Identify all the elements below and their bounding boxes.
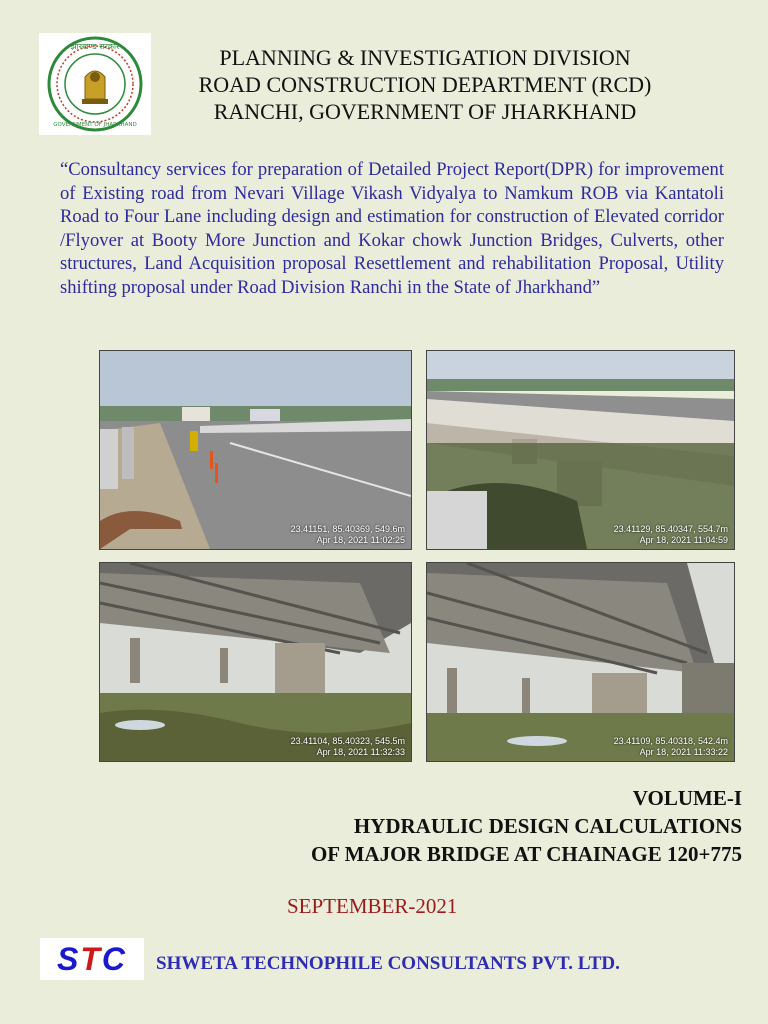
volume-chainage: OF MAJOR BRIDGE AT CHAINAGE 120+775 [310, 842, 742, 866]
emblem-top-text: झारखण्ड सरकार [70, 42, 120, 51]
volume-subject: HYDRAULIC DESIGN CALCULATIONS [353, 814, 742, 838]
logo-letter-c: C [101, 940, 127, 977]
photo-geotag [614, 736, 728, 758]
photo-coordinates: 23.41151, 85.40369, 549.6m [290, 524, 405, 534]
logo-letter-s: S [57, 940, 81, 977]
logo-letter-t: T [80, 940, 102, 977]
report-date: SEPTEMBER-2021 [287, 894, 458, 918]
site-photo-road [99, 350, 412, 550]
government-emblem-logo [39, 33, 151, 135]
photo-timestamp: Apr 18, 2021 11:32:33 [316, 747, 405, 757]
stc-logo [40, 938, 144, 980]
photo-geotag [291, 736, 405, 758]
emblem-bottom-text: GOVERNMENT OF JHARKHAND [53, 122, 137, 128]
volume-number: VOLUME-I [632, 786, 742, 810]
site-photo-under-bridge-1 [99, 562, 412, 762]
photo-timestamp: Apr 18, 2021 11:33:22 [639, 747, 728, 757]
photo-geotag [614, 524, 728, 546]
header-line-government: RANCHI, GOVERNMENT OF JHARKHAND [213, 99, 637, 124]
project-description: “Consultancy services for preparation of Detailed Project Report(DPR) for improvement of Existing road from Nevari Village Vikash Vidyalya to Namkum ROB via Kantatoli Road to Four Lane including design and estimation for construction of Elevated corridor /Flyover at Booty More Junction and Kokar chowk Junction Bridges, Culverts, other structures, Land Acquisition proposal Resettlement and rehabilitation Proposal, Utility shifting proposal under Road Division Ranchi in the State of Jharkhand” [60, 159, 724, 298]
photo-coordinates: 23.41109, 85.40318, 542.4m [613, 736, 728, 746]
company-name: SHWETA TECHNOPHILE CONSULTANTS PVT. LTD. [156, 953, 620, 974]
photo-coordinates: 23.41129, 85.40347, 554.7m [613, 524, 728, 534]
volume-title [182, 784, 742, 868]
photo-coordinates: 23.41104, 85.40323, 545.5m [290, 736, 405, 746]
site-photo-bridge-side [426, 350, 735, 550]
header-line-department: ROAD CONSTRUCTION DEPARTMENT (RCD) [198, 72, 652, 97]
photo-timestamp: Apr 18, 2021 11:04:59 [639, 535, 728, 545]
photo-timestamp: Apr 18, 2021 11:02:25 [316, 535, 405, 545]
jharkhand-seal-icon [39, 33, 151, 135]
department-header [160, 44, 690, 125]
site-photo-under-bridge-2 [426, 562, 735, 762]
header-line-division: PLANNING & INVESTIGATION DIVISION [219, 45, 631, 70]
photo-geotag [291, 524, 405, 546]
